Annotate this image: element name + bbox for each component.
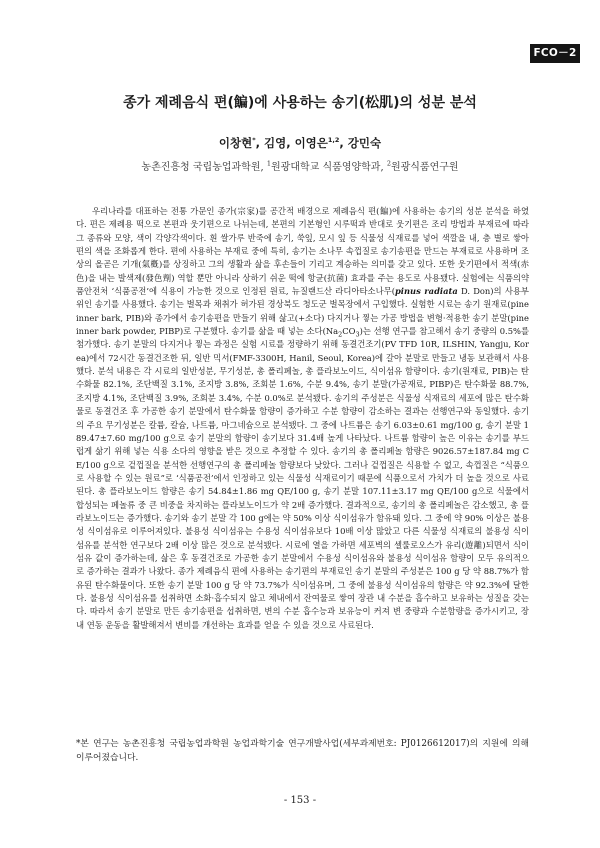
author-2: 김영 [263, 136, 287, 150]
author-separator: , [339, 136, 348, 150]
author-1-mark: * [252, 136, 256, 145]
author-separator: , [255, 136, 264, 150]
affiliation-line [0, 158, 600, 173]
affiliation-3: 원광식품연구원 [390, 162, 459, 173]
author-1: 이창현 [218, 136, 253, 150]
page-number: - 153 - [283, 795, 317, 806]
session-code-badge: FCO－2 [530, 44, 580, 63]
author-4: 강민숙 [347, 136, 382, 150]
affiliation-2: 원광대학교 식품영양학과, [271, 162, 387, 173]
author-separator: , [286, 136, 295, 150]
funding-footnote: *본 연구는 농촌진흥청 국립농업과학원 농업과학기술 연구개발사업(세부과제번호: PJ0126612017)의 지원에 의해 이루어졌습니다. [76, 739, 529, 763]
abstract-body [76, 205, 529, 632]
subscript-3: 3 [355, 330, 360, 339]
affiliation-2-mark: 2 [386, 159, 391, 168]
paper-title: 종가 제례음식 편(䭏)에 사용하는 송기(松肌)의 성분 분석 [123, 95, 477, 111]
subscript-2: 2 [338, 330, 343, 339]
abstract-part-3: CO [342, 326, 356, 337]
author-list [0, 135, 600, 151]
scientific-name: pinus radiata [394, 286, 458, 297]
affiliation-1-mark: 1 [266, 159, 272, 168]
affiliation-1: 농촌진흥청 국립농업과학원, [141, 162, 267, 173]
abstract-part-2: D. Don)의 사용부위인 송기를 사용했다. 송기는 벌목과 채취가 허가된 경상북도 청도군 벌목장에서 구입했다. 실험한 시료는 송기 원재료(pine inner bark, PIB)와 종가에서 송기송편을 만들기 위해 삶고(+소다) 다지거나 찧는 가공 방법을 변형·적용한 송기 분말(pine inner bark powder, PIBP)로 구분했다. 송기를 삶을 때 넣는 소다(Na [76, 286, 529, 337]
author-3: 이영은 [294, 136, 328, 150]
abstract-part-1: 우리나라를 대표하는 전통 가문인 종가(宗家)를 공간적 배경으로 제례음식 편(䭏)에 사용하는 송기의 성분 분석을 하였다. 편은 제례용 떡으로 본편과 웃기편으로 나뉘는데, 본편의 기본형인 시루떡과 반대로 웃기편은 조리 방법과 부재료에 따라 그 종류와 모양, 색이 각양각색이다. 흰 쌀가루 반죽에 송기, 쑥잎, 모시 잎 등 식물성 식재료를 넣어 색깔을 내, 층 별로 쌓아 편의 색을 조화롭게 한다. 편에 사용하는 부재료 중에 특히, 송기는 소나무 속껍질로 송기송편을 만드는 부재료로 사용하며 조상의 올곧은 기개(氣槪)를 상징하고 그의 생활과 삶을 후손들이 기리고 계승하는 의미를 갖고 있다. 또한 웃기편에서 적색(赤色)을 내는 발색제(發色劑) 역할 뿐만 아니라 상하기 쉬운 떡에 항균(抗菌) 효과를 주는 용도로 사용됐다. 실험에는 식품의약품안전처 ‘식품공전’에 식용이 가능한 것으로 인정된 원료, 뉴질랜드산 라디아타소나무( [76, 206, 529, 297]
abstract-part-4: )는 선행 연구를 참고해서 송기 중량의 0.5%를 첨가했다. 송기 분말의 다지거나 찧는 과정은 실험 시료를 정량하기 위해 동결건조기(PV TFD 10R, ILSHIN, Yangju, Korea)에서 72시간 동결건조한 뒤, 일반 믹서(FMF-3300H, Hanil, Seoul, Korea)에 갈아 분말로 만들고 냉동 보관해서 사용했다. 분석 내용은 각 시료의 일반성분, 무기성분, 총 폴리페놀, 총 플라보노이드, 식이섬유 함량이다. 송기(원재료, PIB)는 탄수화물 82.1%, 조단백질 3.1%, 조지방 3.8%, 조회분 1.6%, 수분 9.4%, 송기 분말(가공재료, PIBP)은 탄수화물 88.7%, 조지방 4.1%, 조단백질 3.9%, 조회분 3.4%, 수분 0.0%로 분석됐다. 송기의 주성분은 식물성 식재료의 세포에 많은 탄수화물로 동결건조 후 가공한 송기 분말에서 탄수화물 함량이 증가하고 수분 함량이 감소하는 결과는 선행연구와 동일했다. 송기의 주요 무기성분은 칼륨, 칼슘, 나트륨, 마그네슘으로 분석됐다. 그 중에 나트륨은 송기 6.03±0.61 mg/100 g, 송기 분말 189.47±7.60 mg/100 g으로 송기 분말의 함량이 송기보다 31.4배 높게 나타났다. 나트륨 함량이 높은 이유는 송기를 부드럽게 삶기 위해 넣는 식용 소다의 영향을 받은 것으로 추정할 수 있다. 송기의 총 폴리페놀 함량은 9026.57±187.84 mg CE/100 g으로 겉껍질을 분석한 선행연구의 총 폴리페놀 함량보다 낮았다. 그러나 겉껍질은 식용할 수 없고, 속껍질은 “식품으로 사용할 수 있는 원료”로 ‘식품공전’에서 인정하고 있는 식물성 식재료이기 때문에 식품으로서 가치가 더 높을 것으로 사료된다. 총 플라보노이드 함량은 송기 54.84±1.86 mg QE/100 g, 송기 분말 107.11±3.17 mg QE/100 g으로 식물에서 합성되는 페놀류 중 큰 비중을 차지하는 플라보노이드가 약 2배 증가했다. 결과적으로, 송기의 총 폴리페놀은 감소했고, 총 플라보노이드는 증가했다. 송기와 송기 분말 각 100 g에는 약 50% 이상 식이섬유가 함유돼 있다. 그 중에 약 90% 이상은 불용성 식이섬유로 이루어져있다. 불용성 식이섬유는 수용성 식이섬유보다 10배 이상 많았고 다른 식물성 식재료의 불용성 식이섬유를 분석한 연구보다 2배 이상 많은 것으로 분석됐다. 시료에 열을 가하면 세포벽의 셀룰로오스가 유리(遊離)되면서 식이섬유 값이 증가하는데, 삶은 후 동결건조로 가공한 송기 분말에서 수용성 식이섬유와 불용성 식이섬유 함량이 모두 유의적으로 증가하는 결과가 나왔다. 종가 제례음식 편에 사용하는 송기편의 부재료인 송기 분말의 주성분은 100 g 당 약 88.7%가 함유된 탄수화물이다. 또한 송기 분말 100 g 당 약 73.7%가 식이섬유며, 그 중에 불용성 식이섬유의 함량은 약 92.3%에 달한다. 불용성 식이섬유를 섭취하면 소화·흡수되지 않고 체내에서 잔여물로 쌓여 장관 내 수분을 흡수하고 보유하는 성질을 갖는다. 따라서 송기 분말로 만든 송기송편을 섭취하면, 변의 수분 흡수능과 보유능이 커져 변 중량과 수분함량을 증가시키고, 장내 연동 운동을 활발해져서 변비를 개선하는 효과를 얻을 수 있을 것으로 사료된다. [76, 326, 529, 630]
author-3-affiliation: 1,2 [327, 136, 340, 145]
